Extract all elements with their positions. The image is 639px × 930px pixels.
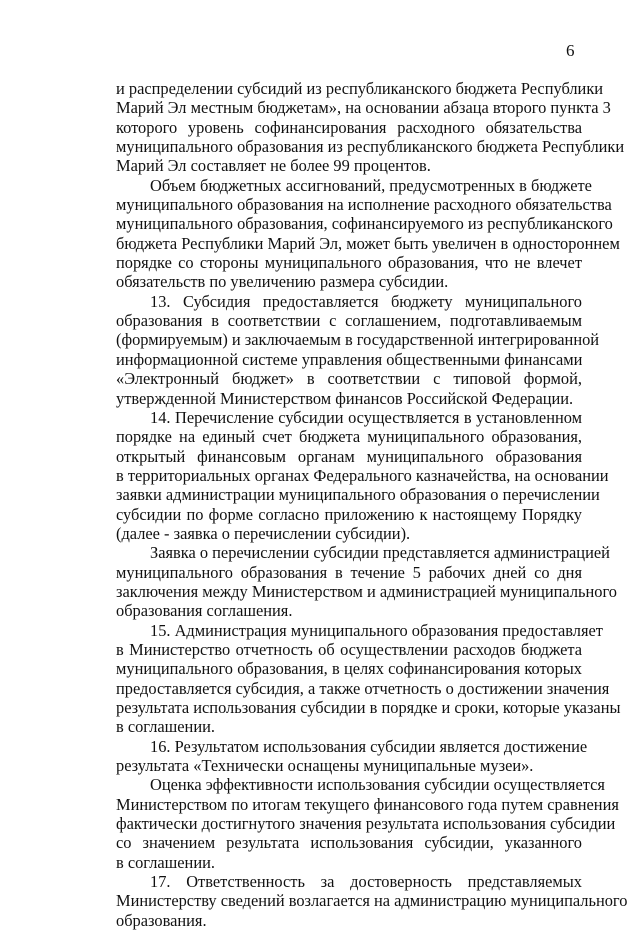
text-line: бюджета Республики Марий Эл, может быть увеличен в одностороннем xyxy=(116,233,620,253)
text-line: (формируемым) и заключаемым в государственной интегрированной xyxy=(116,330,600,350)
paragraph xyxy=(116,736,588,776)
paragraph xyxy=(116,775,619,872)
text-line: в Министерство отчетность об осуществлении расходов бюджета xyxy=(116,639,582,659)
paragraph xyxy=(116,872,628,930)
text-line: Марий Эл местным бюджетам», на основании абзаца второго пункта 3 xyxy=(116,98,611,118)
text-line: «Электронный бюджет» в соответствии с типовой формой, xyxy=(116,369,582,389)
paragraph xyxy=(116,291,600,408)
paragraph xyxy=(116,543,617,621)
text-line: Марий Эл составляет не более 99 процентов. xyxy=(116,156,431,176)
text-line: результата использования субсидии в порядке и сроки, которые указаны xyxy=(116,698,621,717)
text-line: порядке на единый счет бюджета муниципального образования, xyxy=(116,427,582,447)
text-line: (далее - заявка о перечислении субсидии). xyxy=(116,523,411,543)
text-line: порядке со стороны муниципального образования, что не влечет xyxy=(116,253,582,273)
text-line: в соглашении. xyxy=(116,717,215,737)
text-line: предоставляется субсидия, а также отчетность о достижении значения xyxy=(116,678,610,698)
text-line: заявки администрации муниципального образования о перечислении xyxy=(116,485,600,505)
text-line: со значением результата использования субсидии, указанного xyxy=(116,833,582,853)
text-line: 17. Ответственность за достоверность представляемых xyxy=(150,872,582,892)
text-line: субсидии по форме согласно приложению к настоящему Порядку xyxy=(116,504,582,524)
text-line: 14. Перечисление субсидии осуществляется в установленном xyxy=(150,407,582,427)
text-line: утвержденной Министерством финансов Российской Федерации. xyxy=(116,388,574,408)
text-line: муниципального образования, софинансируемого из республиканского xyxy=(116,214,613,234)
text-line: Заявка о перечислении субсидии представляется администрацией xyxy=(150,543,610,563)
text-line: заключения между Министерством и администрацией муниципального xyxy=(116,581,617,601)
paragraph xyxy=(116,79,625,176)
text-line: муниципального образования, в целях софинансирования которых xyxy=(116,659,582,679)
text-line: открытый финансовым органам муниципального образования xyxy=(116,446,582,466)
text-line: в территориальных органах Федерального казначейства, на основании xyxy=(116,465,609,485)
text-line: и распределении субсидий из республиканского бюджета Республики xyxy=(116,79,604,98)
paragraph xyxy=(116,407,609,543)
text-line: муниципального образования из республиканского бюджета Республики xyxy=(116,137,625,157)
text-line: Оценка эффективности использования субсидии осуществляется xyxy=(150,775,605,795)
text-line: 15. Администрация муниципального образования предоставляет xyxy=(150,620,603,640)
paragraph xyxy=(116,175,620,292)
text-line: образования. xyxy=(116,910,207,930)
text-line: которого уровень софинансирования расходного обязательства xyxy=(116,117,582,137)
text-line: муниципального образования на исполнение расходного обязательства xyxy=(116,195,612,215)
paragraph xyxy=(116,620,621,737)
text-line: Министерством по итогам текущего финансового года путем сравнения xyxy=(116,794,619,814)
document-body xyxy=(116,79,628,930)
text-line: обязательств по увеличению размера субсидии. xyxy=(116,272,449,292)
page-number: 6 xyxy=(566,41,575,60)
text-line: образования в соответствии с соглашением, подготавливаемым xyxy=(116,311,582,331)
text-line: 13. Субсидия предоставляется бюджету муниципального xyxy=(150,291,582,311)
text-line: муниципального образования в течение 5 рабочих дней со дня xyxy=(116,562,582,582)
text-line: результата «Технически оснащены муниципальные музеи». xyxy=(116,756,534,776)
text-line: Объем бюджетных ассигнований, предусмотренных в бюджете xyxy=(150,175,592,195)
text-line: фактически достигнутого значения результата использования субсидии xyxy=(116,814,616,834)
text-line: образования соглашения. xyxy=(116,601,293,621)
text-line: 16. Результатом использования субсидии является достижение xyxy=(150,736,588,756)
text-line: Министерству сведений возлагается на администрацию муниципального xyxy=(116,891,628,911)
text-line: в соглашении. xyxy=(116,852,215,872)
text-line: информационной системе управления общественными финансами xyxy=(116,349,583,369)
